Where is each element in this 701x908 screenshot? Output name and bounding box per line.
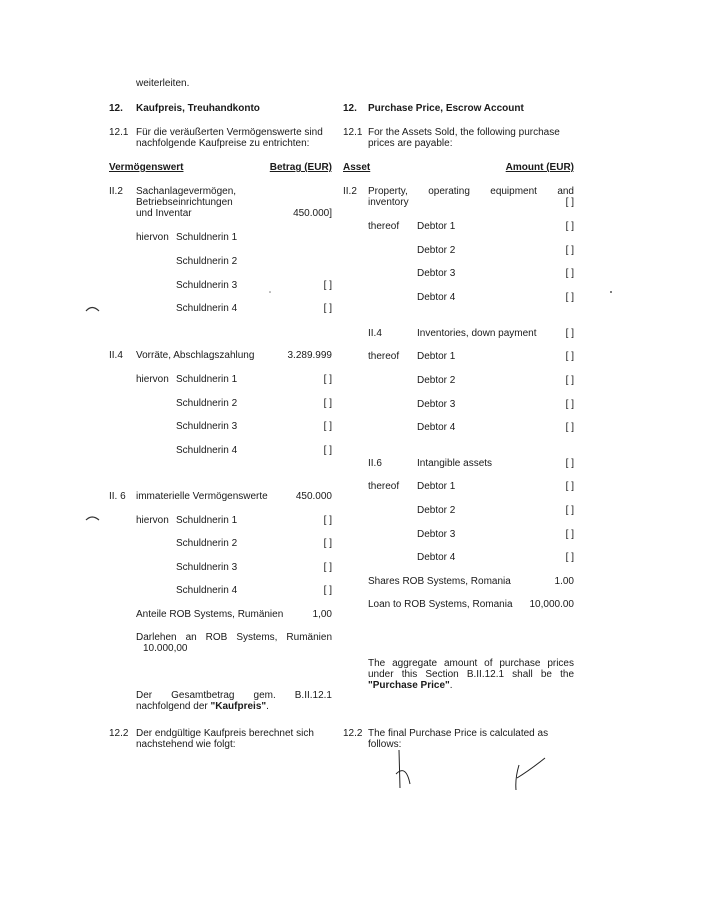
de-item-ii2-line1: Sachanlagevermögen, (136, 186, 237, 197)
en-ii4-debtor-2-amount: [ ] (565, 375, 574, 386)
handwritten-initials-left (396, 750, 410, 788)
en-defined-term-purchase-price: "Purchase Price" (368, 680, 450, 691)
en-item-ii6-number: II.6 (368, 458, 382, 469)
en-item-ii2-line2: inventory (368, 197, 409, 208)
en-item-ii2-number: II.2 (343, 186, 357, 197)
de-ii4-debtor-3-amount: [ ] (323, 421, 332, 432)
de-item-ii6-label: immaterielle Vermögenswerte (136, 491, 268, 502)
en-loan-amount: 10,000.00 (529, 599, 574, 610)
en-aggregate-line1: The aggregate amount of purchase prices (368, 658, 574, 669)
de-defined-term-kaufpreis: "Kaufpreis" (210, 701, 267, 712)
en-column-header-asset: Asset (343, 162, 371, 173)
en-ii4-debtor-3-amount: [ ] (565, 399, 574, 410)
en-ii2-debtor-3-amount: [ ] (565, 268, 574, 279)
en-clause-12-1-number: 12.1 (343, 127, 363, 138)
de-ii6-thereof-label: hiervon (136, 515, 169, 526)
en-shares-label: Shares ROB Systems, Romania (368, 576, 511, 587)
en-ii4-debtor-4-amount: [ ] (565, 422, 574, 433)
de-ii6-debtor-3: Schuldnerin 3 (176, 562, 238, 573)
de-ii6-debtor-1: Schuldnerin 1 (176, 515, 238, 526)
en-ii4-debtor-4: Debtor 4 (417, 422, 456, 433)
de-item-ii6-number: II. 6 (109, 491, 126, 502)
en-ii6-debtor-3-amount: [ ] (565, 529, 574, 540)
de-ii2-debtor-1: Schuldnerin 1 (176, 232, 238, 243)
de-ii2-thereof-label: hiervon (136, 232, 169, 243)
margin-hole-mark-upper (86, 308, 99, 312)
en-ii2-debtor-1-amount: [ ] (565, 221, 574, 232)
en-ii4-thereof-label: thereof (368, 351, 400, 362)
de-ii6-debtor-2: Schuldnerin 2 (176, 538, 238, 549)
en-ii4-debtor-1: Debtor 1 (417, 351, 456, 362)
de-clause-12-2-line1: Der endgültige Kaufpreis berechnet sich (136, 728, 314, 739)
handwritten-initials-right (516, 758, 545, 790)
de-ii6-debtor-3-amount: [ ] (323, 562, 332, 573)
de-column-header-amount: Betrag (EUR) (269, 162, 332, 173)
de-ii6-debtor-1-amount: [ ] (323, 515, 332, 526)
en-heading: Purchase Price, Escrow Account (368, 103, 524, 114)
de-clause-12-2-line2: nachstehend wie folgt: (136, 739, 236, 750)
de-item-ii2-number: II.2 (109, 186, 123, 197)
de-ii4-debtor-4: Schuldnerin 4 (176, 445, 238, 456)
en-item-ii4-label: Inventories, down payment (417, 328, 537, 339)
de-clause-12-1-line2: nachfolgende Kaufpreise zu entrichten: (136, 138, 310, 149)
de-item-ii4-number: II.4 (109, 350, 123, 361)
de-ii4-debtor-3: Schuldnerin 3 (176, 421, 238, 432)
de-ii6-debtor-4: Schuldnerin 4 (176, 585, 238, 596)
en-item-ii2-line1: Property, operating equipment and (368, 186, 574, 197)
de-heading: Kaufpreis, Treuhandkonto (136, 103, 260, 114)
de-ii4-debtor-1-amount: [ ] (323, 374, 332, 385)
speck-mark (610, 291, 612, 293)
de-ii2-debtor-4: Schuldnerin 4 (176, 303, 238, 314)
de-clause-12-2-number: 12.2 (109, 728, 129, 739)
en-ii6-thereof-label: thereof (368, 481, 400, 492)
en-ii6-debtor-1: Debtor 1 (417, 481, 456, 492)
en-ii2-debtor-1: Debtor 1 (417, 221, 456, 232)
en-ii6-debtor-4-amount: [ ] (565, 552, 574, 563)
en-aggregate-line3-period: . (449, 680, 453, 691)
de-ii2-debtor-2: Schuldnerin 2 (176, 256, 238, 267)
margin-hole-mark-lower (86, 517, 99, 520)
intro-text: weiterleiten. (136, 78, 190, 89)
en-ii4-debtor-1-amount: [ ] (565, 351, 574, 362)
en-item-ii6-amount: [ ] (565, 458, 574, 469)
en-item-ii2-amount: [ ] (565, 197, 574, 208)
en-clause-12-1-line2: prices are payable: (368, 138, 453, 149)
en-ii2-debtor-4-amount: [ ] (565, 292, 574, 303)
de-loan-line1: Darlehen an ROB Systems, Rumänien (136, 632, 332, 643)
en-ii2-thereof-label: thereof (368, 221, 400, 232)
en-item-ii4-number: II.4 (368, 328, 382, 339)
en-ii6-debtor-2: Debtor 2 (417, 505, 456, 516)
de-aggregate-line1: Der Gesamtbetrag gem. B.II.12.1 (136, 690, 332, 701)
de-ii4-debtor-1: Schuldnerin 1 (176, 374, 238, 385)
en-item-ii4-amount: [ ] (565, 328, 574, 339)
speck-mark-2 (269, 291, 271, 293)
en-loan-label: Loan to ROB Systems, Romania (368, 599, 513, 610)
en-aggregate-line2: under this Section B.II.12.1 shall be the (368, 669, 574, 680)
en-clause-12-2-line1: The final Purchase Price is calculated as (368, 728, 549, 739)
en-item-ii6-label: Intangible assets (417, 458, 493, 469)
de-shares-amount: 1,00 (312, 609, 332, 620)
de-ii6-debtor-4-amount: [ ] (323, 585, 332, 596)
de-item-ii4-label: Vorräte, Abschlagszahlung (136, 350, 255, 361)
en-clause-12-2-line2: follows: (368, 739, 402, 750)
en-clause-12-2-number: 12.2 (343, 728, 363, 739)
en-ii2-debtor-4: Debtor 4 (417, 292, 456, 303)
de-shares-label: Anteile ROB Systems, Rumänien (136, 609, 284, 620)
en-ii2-debtor-2: Debtor 2 (417, 245, 456, 256)
de-item-ii4-amount: 3.289.999 (287, 350, 332, 361)
de-ii6-debtor-2-amount: [ ] (323, 538, 332, 549)
de-item-ii2-amount: 450.000] (293, 208, 332, 219)
en-ii2-debtor-3: Debtor 3 (417, 268, 456, 279)
en-ii6-debtor-4: Debtor 4 (417, 552, 456, 563)
en-ii4-debtor-3: Debtor 3 (417, 399, 456, 410)
de-loan-line2: 10.000,00 (143, 643, 188, 654)
en-column-header-amount: Amount (EUR) (505, 162, 574, 173)
de-item-ii2-line2: Betriebseinrichtungen (136, 197, 233, 208)
de-aggregate-line2-period: . (266, 701, 269, 712)
de-ii4-debtor-4-amount: [ ] (323, 445, 332, 456)
de-ii4-thereof-label: hiervon (136, 374, 169, 385)
en-ii6-debtor-2-amount: [ ] (565, 505, 574, 516)
en-ii6-debtor-3: Debtor 3 (417, 529, 456, 540)
de-item-ii6-amount: 450.000 (295, 491, 332, 502)
en-ii2-debtor-2-amount: [ ] (565, 245, 574, 256)
de-ii2-debtor-3: Schuldnerin 3 (176, 280, 238, 291)
de-heading-number: 12. (109, 103, 123, 114)
de-clause-12-1-number: 12.1 (109, 127, 129, 138)
de-ii2-debtor-4-amount: [ ] (323, 303, 332, 314)
en-ii6-debtor-1-amount: [ ] (565, 481, 574, 492)
en-shares-amount: 1.00 (554, 576, 574, 587)
en-clause-12-1-line1: For the Assets Sold, the following purchase (368, 127, 560, 138)
de-column-header-asset: Vermögenswert (109, 162, 184, 173)
de-ii4-debtor-2-amount: [ ] (323, 398, 332, 409)
de-aggregate-line2-text: nachfolgend der (136, 701, 211, 712)
de-ii2-debtor-3-amount: [ ] (323, 280, 332, 291)
en-ii4-debtor-2: Debtor 2 (417, 375, 456, 386)
de-clause-12-1-line1: Für die veräußerten Vermögenswerte sind (136, 127, 323, 138)
de-ii4-debtor-2: Schuldnerin 2 (176, 398, 238, 409)
de-item-ii2-line3: und Inventar (136, 208, 192, 219)
en-heading-number: 12. (343, 103, 357, 114)
